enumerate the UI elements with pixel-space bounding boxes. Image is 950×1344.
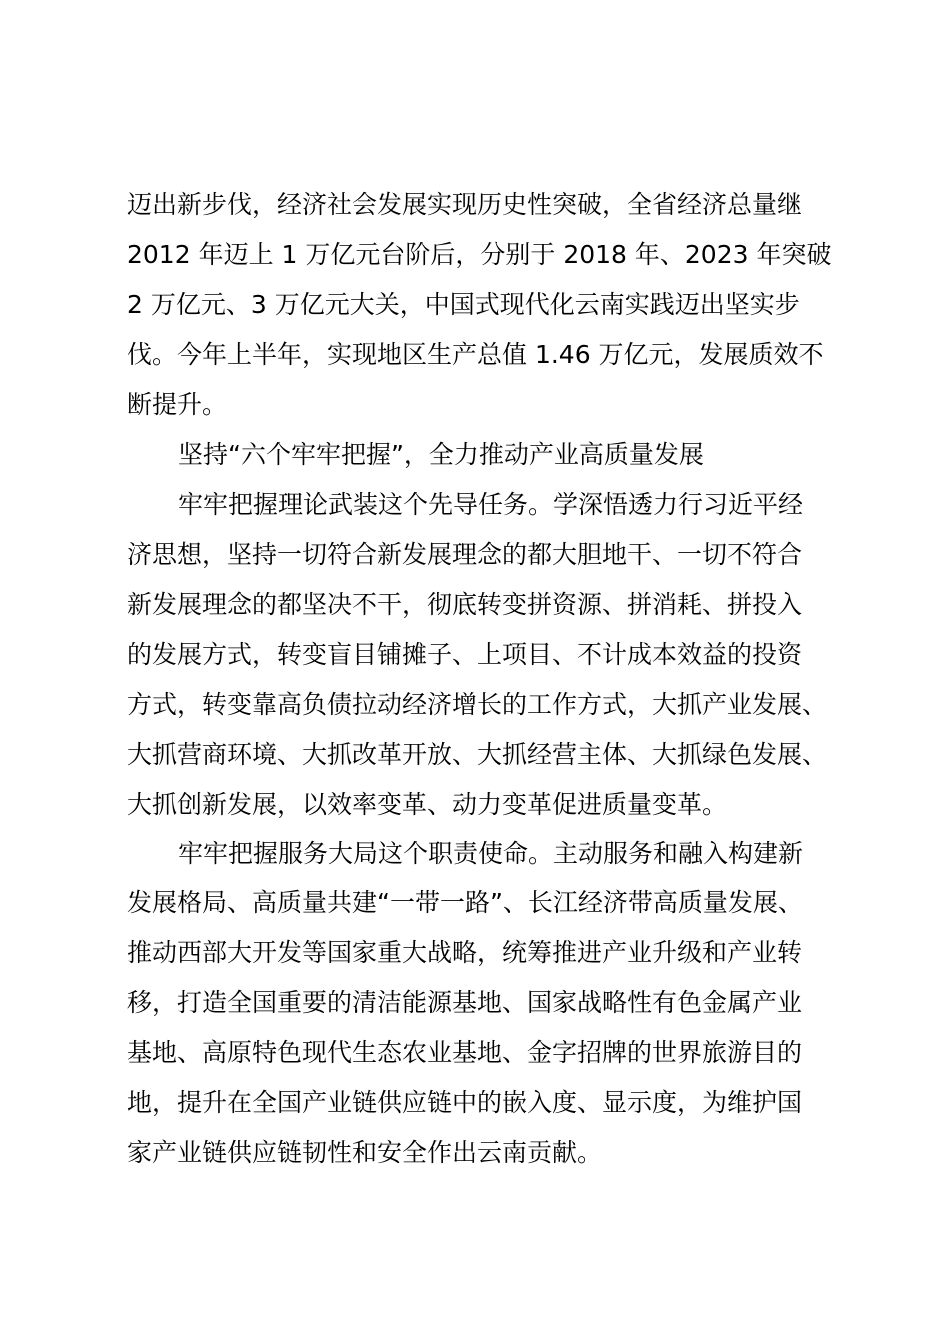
- text-line: 2 万亿元、3 万亿元大关，中国式现代化云南实践迈出坚实步: [127, 290, 800, 319]
- text-line: 2012 年迈上 1 万亿元台阶后，分别于 2018 年、2023 年突破: [127, 240, 832, 269]
- section-heading: 坚持“六个牢牢把握”，全力推动产业高质量发展: [178, 440, 704, 469]
- text-line: 断提升。: [127, 390, 228, 419]
- text-line: 新发展理念的都坚决不干，彻底转变拼资源、拼消耗、拼投入: [127, 590, 803, 619]
- text-line: 家产业链供应链韧性和安全作出云南贡献。: [127, 1138, 603, 1167]
- text-line: 牢牢把握理论武装这个先导任务。学深悟透力行习近平经: [178, 490, 804, 519]
- text-line: 大抓营商环境、大抓改革开放、大抓经营主体、大抓绿色发展、: [127, 740, 828, 769]
- text-line: 伐。今年上半年，实现地区生产总值 1.46 万亿元，发展质效不: [127, 340, 824, 369]
- text-line: 大抓创新发展，以效率变革、动力变革促进质量变革。: [127, 790, 728, 819]
- text-line: 推动西部大开发等国家重大战略，统筹推进产业升级和产业转: [127, 938, 803, 967]
- text-line: 移，打造全国重要的清洁能源基地、国家战略性有色金属产业: [127, 988, 803, 1017]
- text-line: 方式，转变靠高负债拉动经济增长的工作方式，大抓产业发展、: [127, 690, 828, 719]
- text-line: 的发展方式，转变盲目铺摊子、上项目、不计成本效益的投资: [127, 640, 803, 669]
- text-line: 济思想，坚持一切符合新发展理念的都大胆地干、一切不符合: [127, 540, 803, 569]
- text-line: 迈出新步伐，经济社会发展实现历史性突破，全省经济总量继: [127, 190, 803, 219]
- text-line: 地，提升在全国产业链供应链中的嵌入度、显示度，为维护国: [127, 1088, 803, 1117]
- text-line: 牢牢把握服务大局这个职责使命。主动服务和融入构建新: [178, 839, 804, 868]
- text-line: 发展格局、高质量共建“一带一路”、长江经济带高质量发展、: [127, 888, 803, 917]
- text-line: 基地、高原特色现代生态农业基地、金字招牌的世界旅游目的: [127, 1038, 803, 1067]
